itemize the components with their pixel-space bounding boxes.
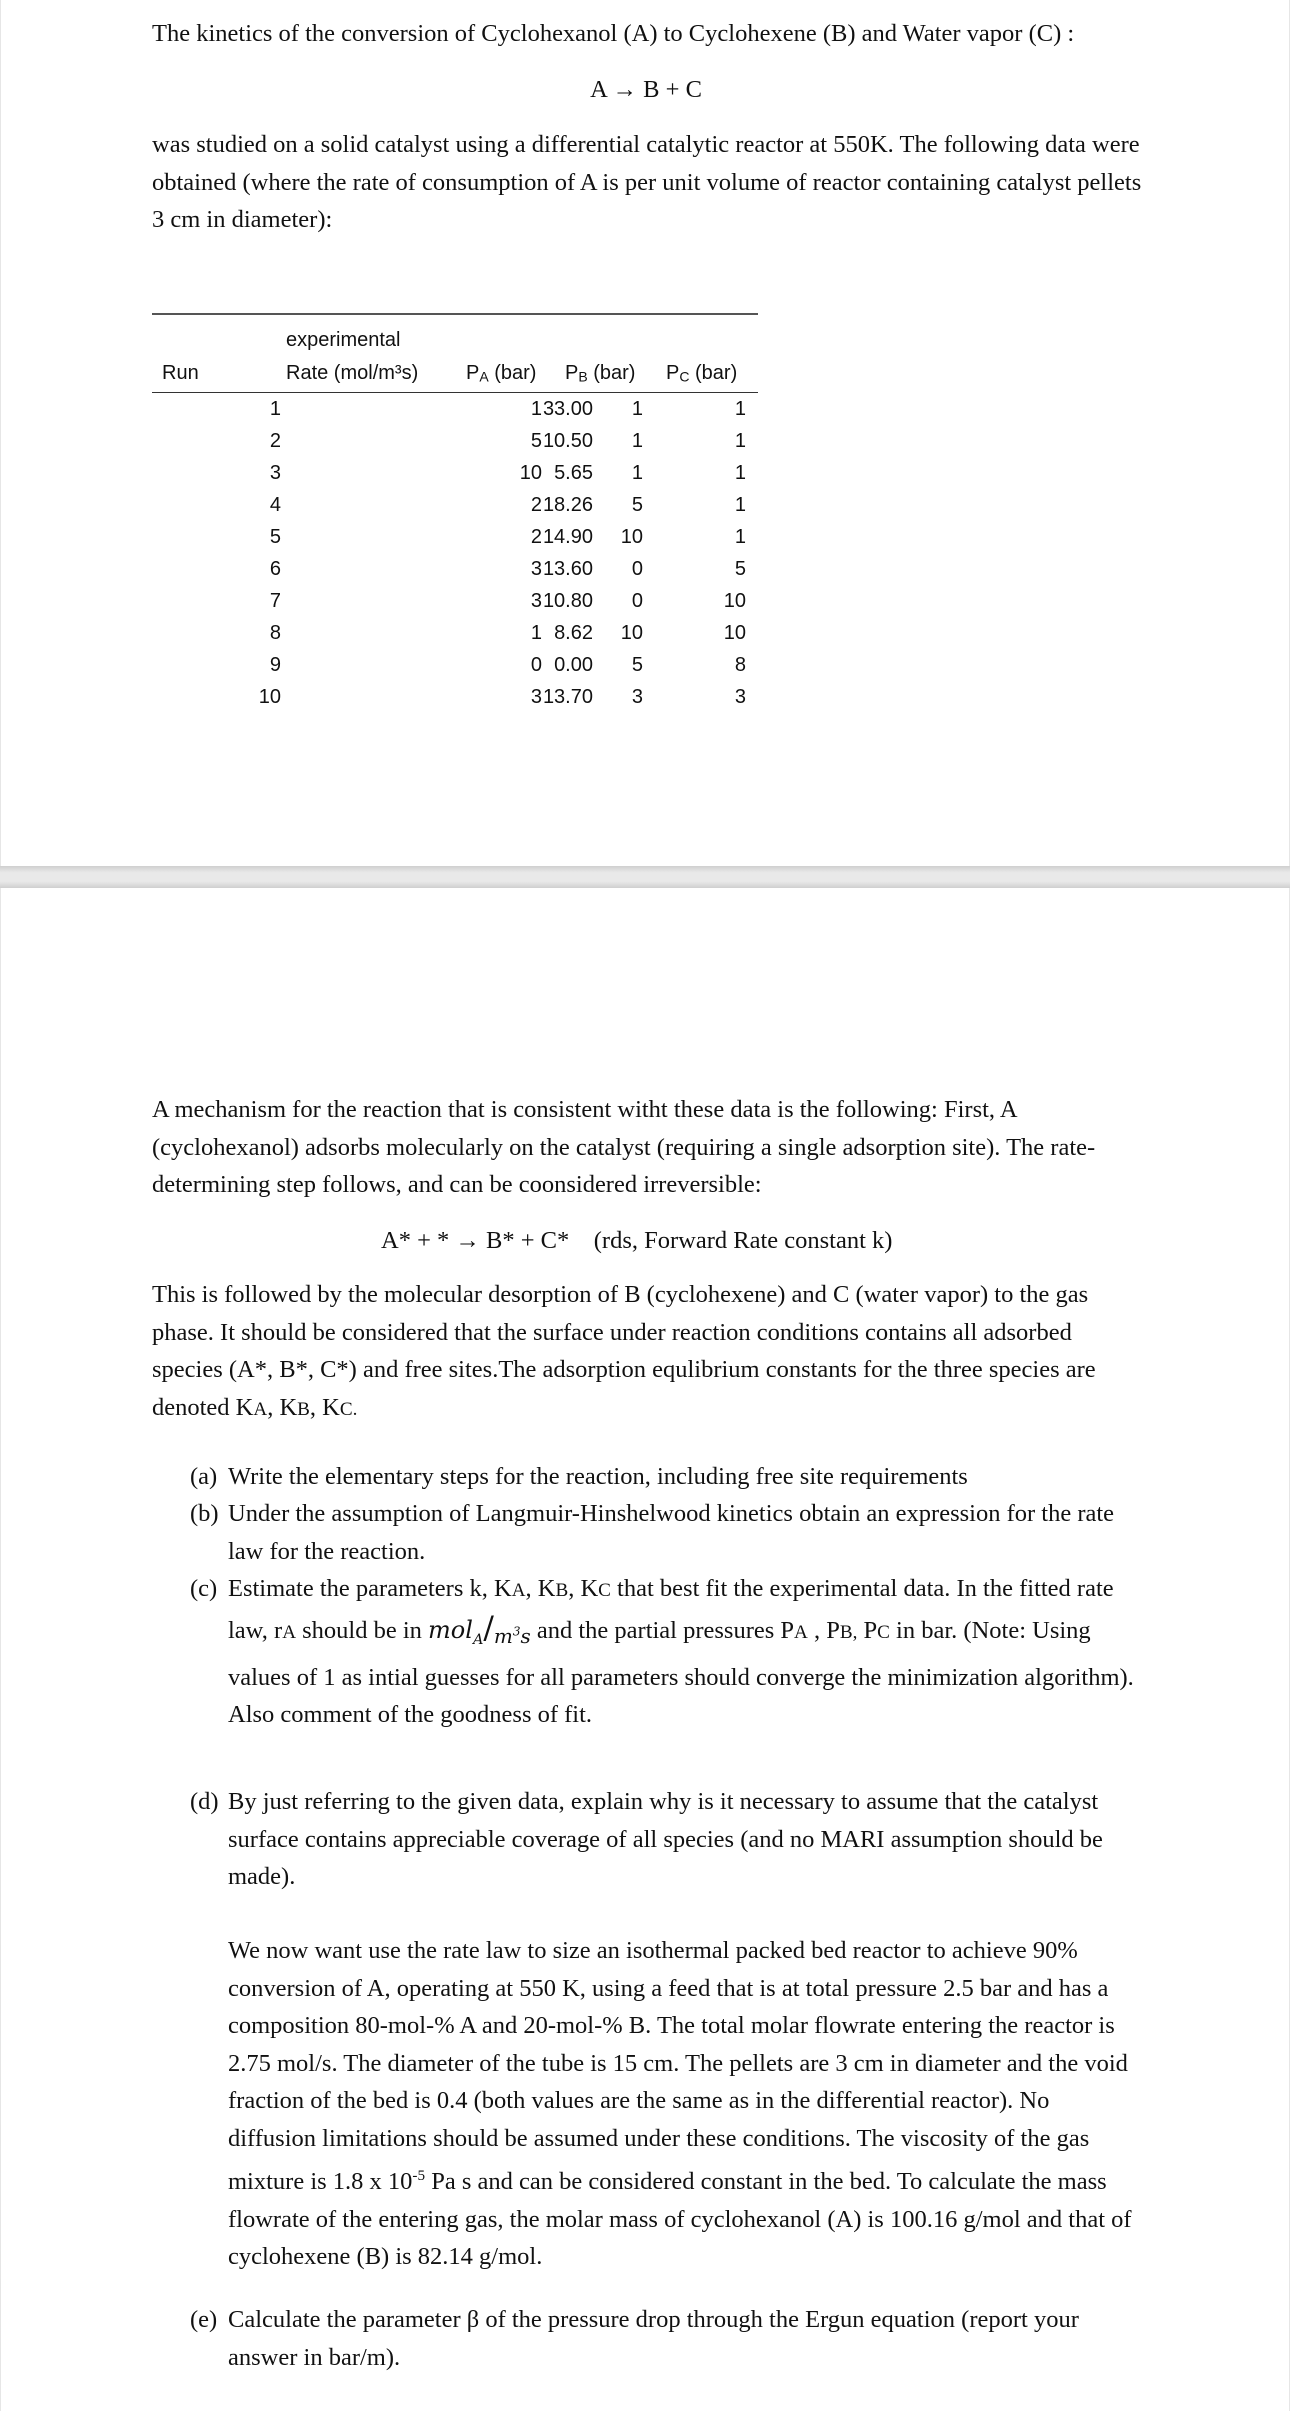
cell-pc: 5 bbox=[734, 558, 746, 580]
cell-pc: 1 bbox=[734, 494, 746, 516]
cell-run: 4 bbox=[269, 494, 281, 516]
cell-pa: 1 bbox=[530, 398, 542, 420]
reaction-equation: A → B + C bbox=[590, 76, 702, 103]
mechanism-para2-text: This is followed by the molecular desorption of B (cyclohexene) and C (water vapor) to the gas phase. It should be considered that the surface under reaction conditions contains all adsorbed species (A*, B*, C*) and free sites.The adsorption equlibrium constants for the three species are denoted K bbox=[152, 1281, 1096, 1421]
cell-pc: 10 bbox=[723, 590, 746, 612]
cell-run: 1 bbox=[269, 398, 281, 420]
table-header-row bbox=[152, 357, 758, 393]
question-a-text: Write the elementary steps for the reaction, including free site requirements bbox=[228, 1463, 968, 1490]
cell-pc: 1 bbox=[734, 462, 746, 484]
table-row bbox=[152, 393, 758, 425]
document-page-2 bbox=[0, 888, 1290, 2411]
cell-pc: 1 bbox=[734, 526, 746, 548]
document-page-1 bbox=[0, 0, 1290, 866]
cell-pb: 10 bbox=[620, 526, 643, 548]
header-pb-unit: (bar) bbox=[587, 362, 636, 384]
rds-equation: A* + * → B* + C* bbox=[381, 1227, 570, 1254]
cell-run: 3 bbox=[269, 462, 281, 484]
question-b-text: Under the assumption of Langmuir-Hinshelwood kinetics obtain an expression for the rate law for the reaction. bbox=[228, 1500, 1115, 1565]
rds-line bbox=[381, 1222, 981, 1260]
cell-rate: 0.00 bbox=[554, 654, 593, 676]
header-pb-p: P bbox=[565, 362, 579, 384]
header-pc-sub: C bbox=[679, 368, 690, 385]
packed-bed-text-1: We now want use the rate law to size an isothermal packed bed reactor to achieve 90% conversion of A, operating at 550 K, using a feed that is at total pressure 2.5 bar and has a composition 80-mol-% A and 20-mol-% B. The total molar flowrate entering the reactor is 2.75 mol/s. The diameter of the tube is 15 cm. The pellets are 3 cm in diameter and the void fraction of the bed is 0.4 (both values are the same as in the differential reactor). No diffusion limitations should be assumed under these conditions. The viscosity of the gas mixture is 1.8 x 10 bbox=[228, 1937, 1128, 2196]
cell-pc: 3 bbox=[734, 686, 746, 708]
cell-run: 5 bbox=[269, 526, 281, 548]
question-a bbox=[190, 1458, 1140, 1496]
question-c-label: (c) bbox=[190, 1575, 218, 1602]
kc-sub: C. bbox=[339, 1398, 358, 1420]
unit-num: mol bbox=[428, 1615, 473, 1644]
question-c-text-1: Estimate the parameters k, K bbox=[228, 1575, 512, 1602]
table-header-experimental: experimental bbox=[286, 329, 401, 351]
header-pc-p: P bbox=[666, 362, 680, 384]
question-b bbox=[190, 1495, 1140, 1570]
packed-bed-text-2: Pa s and can be considered constant in the bed. To calculate the mass flowrate of the entering gas, the molar mass of cyclohexanol (A) is 100.16 g/mol and that of cyclohexene (B) is 82.14 g/mol. bbox=[228, 2168, 1132, 2271]
table-top-rule bbox=[152, 313, 758, 315]
cell-run: 7 bbox=[269, 590, 281, 612]
cell-run: 8 bbox=[269, 622, 281, 644]
cell-rate: 13.70 bbox=[542, 686, 593, 708]
rate-unit-fraction: $mol_A/_{m^3s}$ bbox=[428, 1609, 531, 1649]
header-pb bbox=[565, 357, 635, 393]
cell-pc: 8 bbox=[734, 654, 746, 676]
cell-pb: 10 bbox=[620, 622, 643, 644]
cell-pa: 3 bbox=[530, 686, 542, 708]
cell-pa: 2 bbox=[530, 526, 542, 548]
intro-description: was studied on a solid catalyst using a differential catalytic reactor at 550K. The following data were obtained (where the rate of consumption of A is per unit volume of reactor containing catalyst pellets 3 cm in diameter): bbox=[152, 131, 1142, 233]
cell-pb: 1 bbox=[631, 398, 643, 420]
question-d-label: (d) bbox=[190, 1788, 219, 1815]
header-pc bbox=[666, 357, 737, 393]
cell-pb: 0 bbox=[631, 558, 643, 580]
cell-rate: 14.90 bbox=[542, 526, 593, 548]
cell-pb: 1 bbox=[631, 462, 643, 484]
cell-pb: 5 bbox=[631, 654, 643, 676]
question-c bbox=[190, 1570, 1140, 1734]
cell-rate: 13.60 bbox=[542, 558, 593, 580]
cell-pa: 0 bbox=[530, 654, 542, 676]
question-b-label: (b) bbox=[190, 1500, 219, 1527]
kb-sub: B bbox=[297, 1398, 310, 1420]
packed-bed-paragraph bbox=[228, 1932, 1140, 2276]
header-pa-p: P bbox=[466, 362, 480, 384]
question-c-text-4: and the partial pressures P bbox=[536, 1616, 795, 1644]
cell-run: 6 bbox=[269, 558, 281, 580]
mechanism-paragraph-2: This is followed by the molecular desorption of B (cyclohexene) and C (water vapor) to the gas phase. It should be considered that the surface under reaction conditions contains all adsorbed species (A*, B*, C*) and free sites.The adsorption equlibrium constants for the three species are denoted KA, KB, KC. bbox=[152, 1281, 1096, 1421]
ka-sub: A bbox=[253, 1398, 268, 1420]
header-pb-sub: B bbox=[578, 368, 588, 385]
table-row bbox=[152, 521, 758, 553]
question-e-label: (e) bbox=[190, 2306, 218, 2333]
cell-rate: 10.80 bbox=[542, 590, 593, 612]
question-d-text: By just referring to the given data, explain why is it necessary to assume that the catalyst surface contains appreciable coverage of all species (and no MARI assumption should be made). bbox=[228, 1788, 1103, 1890]
cell-pa: 3 bbox=[530, 590, 542, 612]
question-e bbox=[190, 2301, 1140, 2376]
page-separator bbox=[0, 866, 1290, 888]
table-row bbox=[152, 553, 758, 585]
table-row bbox=[152, 585, 758, 617]
header-pa-unit: (bar) bbox=[488, 362, 537, 384]
question-c-body: Estimate the parameters k, KA, KB, KC that best fit the experimental data. In the fitted rate law, rA should be in $mol_A/_{m^3s}$ and the partial pressures PA , PB, PC in bar. (Note: Using values of 1 as intial guesses for all parameters should converge the minimization algorithm). Also comment of the goodness of fit. bbox=[228, 1575, 1134, 1729]
cell-pa: 10 bbox=[519, 462, 542, 484]
question-d bbox=[190, 1783, 1140, 1896]
cell-rate: 10.50 bbox=[542, 430, 593, 452]
cell-pb: 0 bbox=[631, 590, 643, 612]
cell-rate: 33.00 bbox=[542, 398, 593, 420]
rds-note: (rds, Forward Rate constant k) bbox=[593, 1227, 893, 1254]
table-row bbox=[152, 425, 758, 457]
cell-pc: 1 bbox=[734, 398, 746, 420]
cell-pb: 5 bbox=[631, 494, 643, 516]
table-row bbox=[152, 489, 758, 521]
cell-run: 9 bbox=[269, 654, 281, 676]
header-pc-unit: (bar) bbox=[689, 362, 738, 384]
header-pa-sub: A bbox=[479, 368, 489, 385]
table-row bbox=[152, 681, 758, 713]
unit-den-sup: 3 bbox=[512, 1624, 521, 1639]
question-e-text: Calculate the parameter β of the pressure drop through the Ergun equation (report your answer in bar/m). bbox=[228, 2306, 1079, 2371]
table-row bbox=[152, 457, 758, 489]
unit-num-sub: A bbox=[472, 1631, 484, 1648]
table-row bbox=[152, 649, 758, 681]
mechanism-paragraph-1: A mechanism for the reaction that is consistent witht these data is the following: First, A (cyclohexanol) adsorbs molecularly on the catalyst (requiring a single adsorption site). The rate-determining step follows, and can be coonsidered irreversible: bbox=[152, 1096, 1096, 1198]
question-a-label: (a) bbox=[190, 1463, 218, 1490]
cell-pc: 1 bbox=[734, 430, 746, 452]
cell-run: 10 bbox=[258, 686, 281, 708]
cell-run: 2 bbox=[269, 430, 281, 452]
unit-den: m bbox=[493, 1624, 513, 1649]
cell-pa: 3 bbox=[530, 558, 542, 580]
header-rate: Rate (mol/m³s) bbox=[286, 362, 419, 384]
cell-pb: 3 bbox=[631, 686, 643, 708]
question-c-text-3: should be in bbox=[302, 1616, 422, 1644]
cell-rate: 18.26 bbox=[542, 494, 593, 516]
cell-rate: 8.62 bbox=[554, 622, 593, 644]
intro-title-line: The kinetics of the conversion of Cyclohexanol (A) to Cyclohexene (B) and Water vapor (C) : bbox=[152, 20, 1075, 47]
cell-pa: 2 bbox=[530, 494, 542, 516]
header-pa bbox=[466, 357, 536, 393]
cell-rate: 5.65 bbox=[554, 462, 593, 484]
question-c-text-2: that best fit the experimental data. In the fitted rate law, r bbox=[228, 1575, 1114, 1644]
cell-pc: 10 bbox=[723, 622, 746, 644]
cell-pa: 5 bbox=[530, 430, 542, 452]
cell-pb: 1 bbox=[631, 430, 643, 452]
table-row bbox=[152, 617, 758, 649]
packed-bed-exponent: -5 bbox=[412, 2167, 426, 2184]
header-run: Run bbox=[162, 362, 199, 384]
unit-den-s: s bbox=[520, 1624, 531, 1649]
question-c-text-5: in bar. (Note: Using values of 1 as intial guesses for all parameters should converge the minimization algorithm). Also comment of the goodness of fit. bbox=[228, 1616, 1134, 1729]
cell-pa: 1 bbox=[530, 622, 542, 644]
